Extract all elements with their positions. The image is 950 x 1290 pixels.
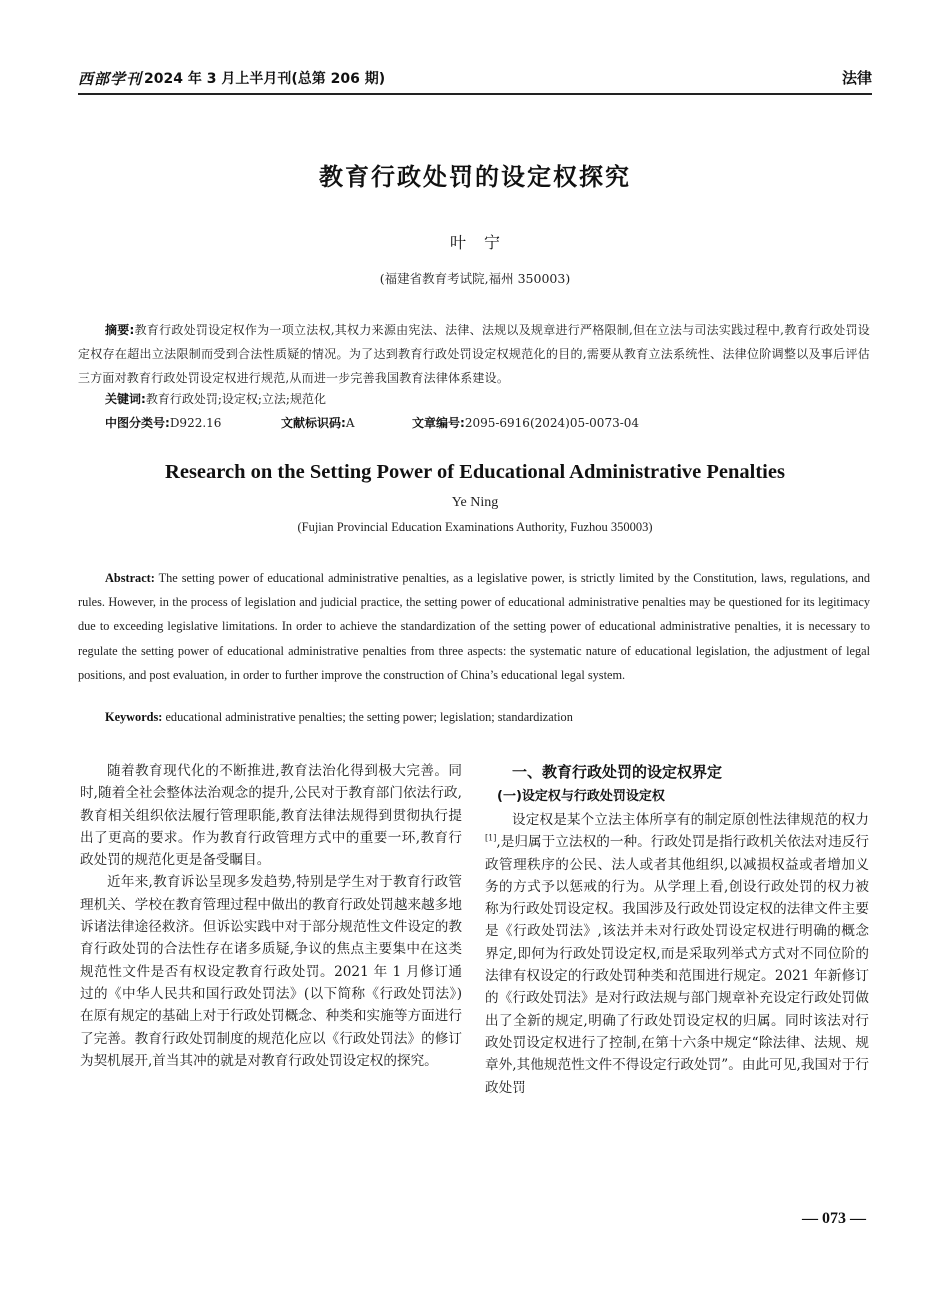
- keywords-en: [105, 710, 573, 725]
- page-number: — 073 —: [802, 1210, 866, 1227]
- body-left-column: [80, 760, 462, 1072]
- abstract-cn-text: 教育行政处罚设定权作为一项立法权,其权力来源由宪法、法律、法规以及规章进行严格限制,但在立法与司法实践过程中,教育行政处罚设定权存在超出立法限制而受到合法性质疑的情况。为了达到教育行政处罚设定权规范化的目的,需要从教育立法系统性、法律位阶调整以及事后评估三方面对教育行政处罚设定权进行规范,从而进一步完善我国教育法律体系建设。: [78, 323, 870, 385]
- abstract-en-label: Abstract:: [105, 571, 155, 585]
- subsection-heading: (一)设定权与行政处罚设定权: [497, 789, 665, 804]
- keywords-cn: [105, 390, 326, 407]
- classification-line: [105, 414, 805, 434]
- author-cn: 叶宁: [449, 233, 518, 252]
- abstract-en: [78, 566, 870, 687]
- body-paragraph: 近年来,教育诉讼呈现多发趋势,特别是学生对于教育行政管理机关、学校在教育管理过程中做出的教育行政处罚越来越多地诉诸法律途径救济。但诉讼实践中对于部分规范性文件设定的教育行政处罚的合法性存在诸多质疑,争议的焦点主要集中在这类规范性文件是否有权设定教育行政处罚。2021 年 1 月修订通过的《中华人民共和国行政处罚法》(以下简称《行政处罚法》)在原有规定的基础上对于行政处罚概念、种类和实施等方面进行了完善。教育行政处罚制度的规范化应以《行政处罚法》的修订为契机展开,首当其冲的就是对教育行政处罚设定权的探究。: [80, 874, 462, 1069]
- affiliation-cn: (福建省教育考试院,福州 350003): [379, 271, 571, 286]
- abstract-en-text: The setting power of educational administrative penalties, as a legislative power, is strictly limited by the Constitution, laws, regulations, and rules. However, in the process of legislation and judicial practice, the setting power of educational administrative penalties may be questioned for its legitimacy due to exceeding legislative limitations. In order to achieve the standardization of the setting power of educational administrative penalties, it is necessary to regulate the setting power of educational administrative penalties from three aspects: the systematic nature of educational legislation, the adjustment of legal positions, and post evaluation, in order to further improve the construction of China’s educational legal system.: [78, 571, 870, 682]
- keywords-cn-label: 关键词:: [105, 392, 146, 406]
- keywords-cn-text: 教育行政处罚;设定权;立法;规范化: [145, 392, 326, 406]
- running-header: [78, 66, 872, 92]
- abstract-cn-label: 摘要:: [105, 323, 135, 337]
- section-label: 法律: [841, 69, 872, 87]
- header-rule: [78, 93, 872, 95]
- author-en: Ye Ning: [451, 495, 499, 510]
- issue-info: 2024 年 3 月上半月刊(总第 206 期): [144, 71, 386, 87]
- reference-mark: [1]: [485, 833, 497, 843]
- body-paragraph: 设定权是某个立法主体所享有的制定原创性法律规范的权力[1],是归属于立法权的一种。行政处罚是指行政机关依法对违反行政管理秩序的公民、法人或者其他组织,以减损权益或者增加义务的方式予以惩戒的行为。从学理上看,创设行政处罚的权力被称为行政处罚设定权。我国涉及行政处罚设定权的法律文件主要是《行政处罚法》,该法并未对行政处罚设定权进行明确的概念界定,即何为行政处罚设定权,而是采取列举式方式对不同位阶的法律有权设定的行政处罚种类和范围进行规定。2021 年新修订的《行政处罚法》是对行政法规与部门规章补充设定行政处罚做出了全新的规定,明确了行政处罚设定权的归属。同时该法对行政处罚设定权进行了控制,在第十六条中规定“除法律、法规、规章外,其他规范性文件不得设定行政处罚”。由此可见,我国对于行政处罚: [485, 812, 869, 1096]
- title-en: Research on the Setting Power of Educational Administrative Penalties: [165, 461, 785, 483]
- keywords-en-label: Keywords:: [105, 710, 163, 724]
- journal-logo: 西部学刊: [78, 70, 143, 88]
- title-cn: 教育行政处罚的设定权探究: [319, 163, 631, 191]
- document-code: 文献标识码:A: [281, 416, 355, 430]
- body-paragraph: 随着教育现代化的不断推进,教育法治化得到极大完善。同时,随着全社会整体法治观念的提升,公民对于教育部门依法行政,教育相关组织依法履行管理职能,教育法律法规得到贯彻执行提出了更高的要求。作为教育行政管理方式中的重要一环,教育行政处罚的规范化更是备受瞩目。: [80, 763, 462, 869]
- section-heading: 一、教育行政处罚的设定权界定: [512, 763, 723, 781]
- affiliation-en: (Fujian Provincial Education Examinations Authority, Fuzhou 350003): [297, 520, 653, 534]
- article-number: 文章编号:2095-6916(2024)05-0073-04: [412, 416, 640, 430]
- abstract-cn: [78, 318, 870, 390]
- clc-number: 中图分类号:D922.16: [105, 416, 222, 430]
- keywords-en-text: educational administrative penalties; the setting power; legislation; standardization: [162, 710, 573, 724]
- body-right-column: [485, 760, 869, 1099]
